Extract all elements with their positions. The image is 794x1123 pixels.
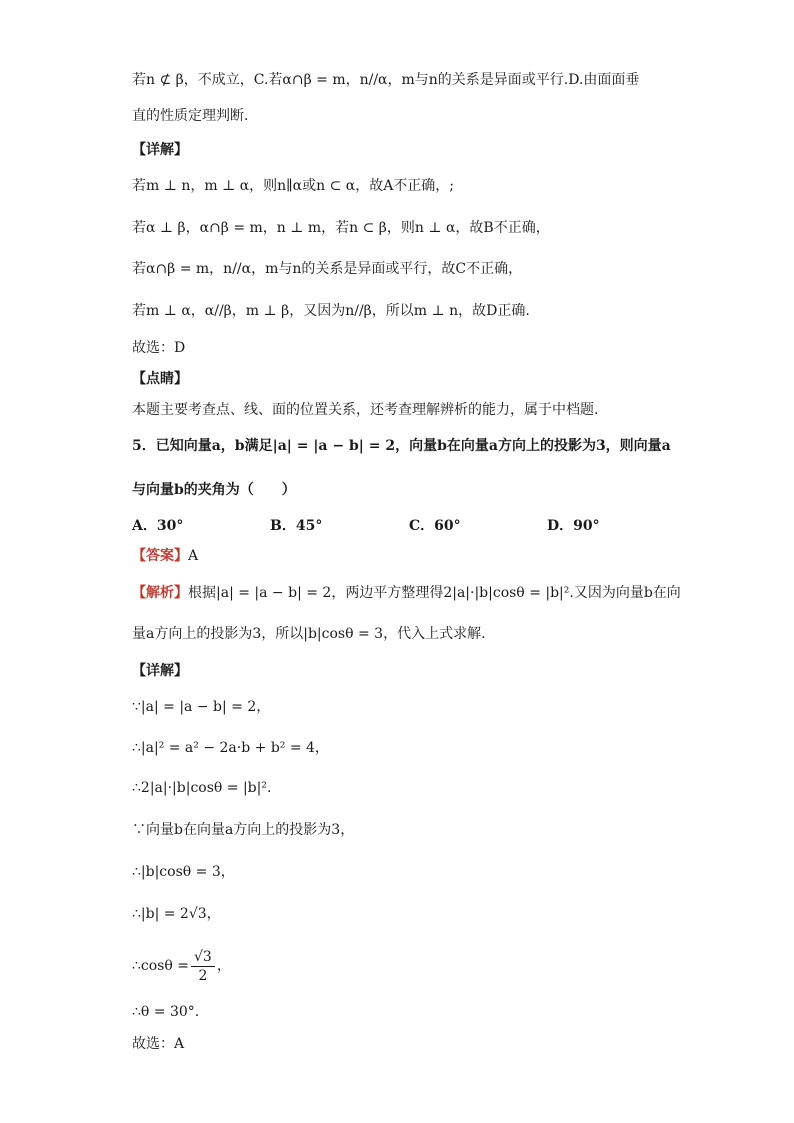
text-line: 本题主要考查点、线、面的位置关系，还考查理解辨析的能力，属于中档题. [132, 402, 599, 418]
text-line: 若α∩β = m，n//α，m与n的关系是异面或平行，故C不正确， [132, 261, 523, 277]
text-line: 若α ⊥ β，α∩β = m，n ⊥ m，若n ⊂ β，则n ⊥ α，故B不正确， [132, 220, 550, 236]
answer-label: 【答案】 [132, 548, 188, 564]
text-line: 故选：D [132, 340, 186, 356]
section-heading: 【详解】 [132, 142, 188, 158]
step-suffix: ， [216, 958, 231, 974]
solution-step: ∴θ = 30°. [132, 1004, 200, 1020]
section-heading: 【详解】 [132, 663, 188, 679]
analysis-text: 根据|a| = |a − b| = 2，两边平方整理得2|a|·|b|cosθ = |b|².又因为向量b在向 [188, 585, 681, 601]
solution-step [132, 946, 231, 986]
fraction-numerator: √3 [191, 948, 215, 967]
text-line: 若n ⊄ β，不成立，C.若α∩β = m，n//α，m与n的关系是异面或平行.D.由面面垂 [132, 72, 640, 88]
solution-step: ∴2|a|·|b|cosθ = |b|². [132, 780, 272, 796]
question-line: 与向量b的夹角为（ ） [132, 482, 296, 498]
analysis-label: 【解析】 [132, 585, 188, 601]
solution-step: ∴|b| = 2√3， [132, 906, 221, 922]
option-c: C．60° [409, 518, 461, 534]
analysis-line [132, 583, 681, 603]
solution-step: ∴|a|² = a² − 2a·b + b² = 4， [132, 740, 329, 756]
analysis-line: 量a方向上的投影为3，所以|b|cosθ = 3，代入上式求解. [132, 626, 486, 642]
text-line: 若m ⊥ n，m ⊥ α，则n∥α或n ⊂ α，故A不正确，; [132, 178, 455, 194]
solution-step: ∵|a| = |a − b| = 2， [132, 699, 271, 715]
step-prefix: ∴cosθ = [132, 958, 189, 974]
section-heading: 【点睛】 [132, 371, 188, 387]
fraction-denominator: 2 [198, 967, 208, 984]
question-line: 5．已知向量a，b满足|a| = |a − b| = 2，向量b在向量a方向上的投影为3，则向量a [132, 438, 671, 454]
text-line: 故选：A [132, 1036, 185, 1052]
solution-step: ∴|b|cosθ = 3， [132, 864, 235, 880]
fraction [191, 948, 215, 985]
text-line: 若m ⊥ α，α//β，m ⊥ β，又因为n//β，所以m ⊥ n，故D正确. [132, 303, 530, 319]
option-d: D．90° [547, 518, 600, 534]
answer-line [132, 546, 198, 566]
text-line: 直的性质定理判断. [132, 108, 249, 124]
answer-value: A [188, 548, 199, 564]
option-b: B．45° [270, 518, 323, 534]
solution-step: ∵向量b在向量a方向上的投影为3， [132, 822, 355, 838]
option-a: A．30° [132, 518, 184, 534]
